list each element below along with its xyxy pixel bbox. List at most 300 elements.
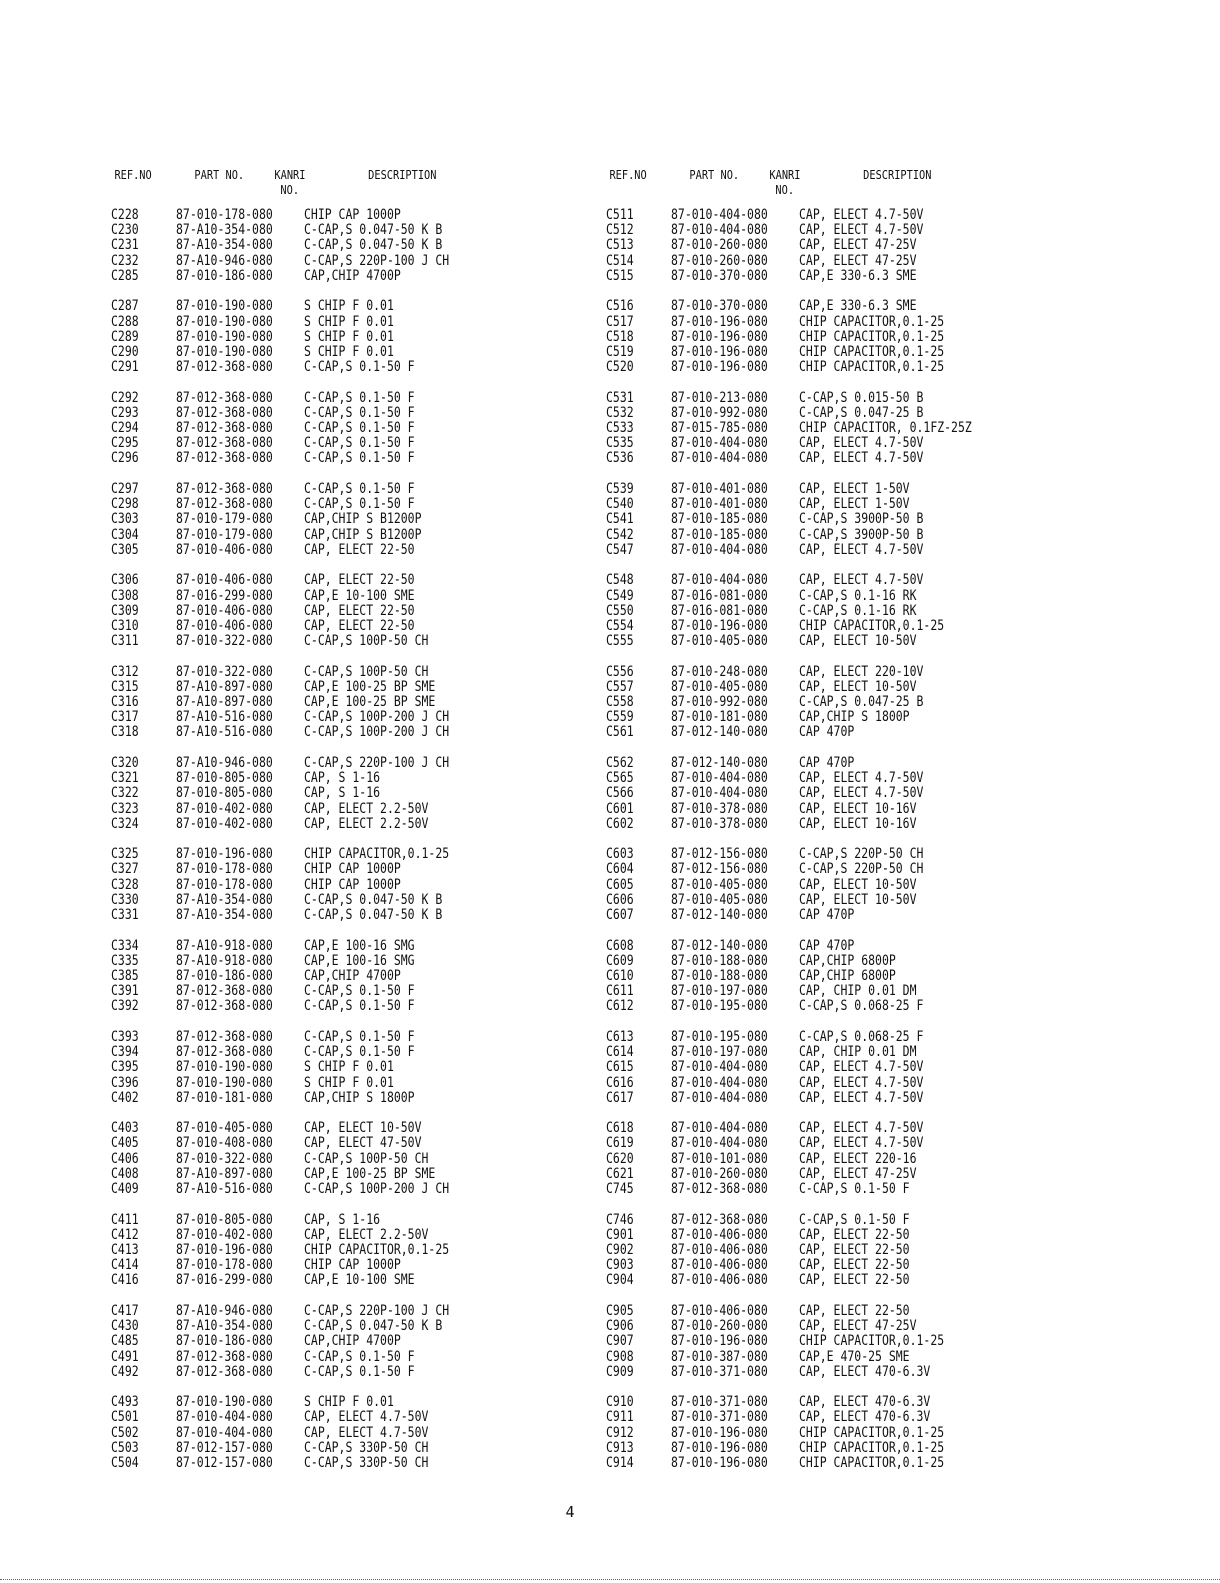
part-no-cell: 87-010-186-080 — [176, 267, 273, 284]
ref-no-cell: C393 — [111, 1028, 139, 1045]
description-cell: CAP, ELECT 47-25V — [799, 252, 917, 269]
table-row — [606, 1152, 1076, 1167]
description-cell: CAP, ELECT 1-50V — [799, 480, 910, 497]
part-no-cell: 87-010-404-080 — [671, 222, 768, 239]
ref-no-cell: C294 — [111, 420, 139, 437]
description-cell: C-CAP,S 3900P-50 B — [799, 526, 924, 543]
table-row — [606, 939, 1076, 954]
part-no-cell: 87-010-260-080 — [671, 1318, 768, 1335]
description-cell: C-CAP,S 100P-50 CH — [304, 633, 429, 650]
table-row — [606, 786, 1076, 801]
ref-no-cell: C414 — [111, 1257, 139, 1274]
row-group — [606, 665, 1076, 741]
ref-no-cell: C621 — [606, 1165, 634, 1182]
ref-no-cell: C562 — [606, 754, 634, 771]
part-no-cell: 87-010-404-080 — [671, 770, 768, 787]
ref-no-cell: C501 — [111, 1409, 139, 1426]
description-cell: C-CAP,S 0.1-50 F — [304, 435, 415, 452]
description-cell: CHIP CAPACITOR,0.1-25 — [304, 846, 450, 863]
kanri-header: KANRI — [274, 168, 306, 182]
description-cell: C-CAP,S 0.1-50 F — [799, 1181, 910, 1198]
ref-no-cell: C317 — [111, 709, 139, 726]
part-no-cell: 87-010-190-080 — [176, 1394, 273, 1411]
table-row — [606, 299, 1076, 314]
table-row — [111, 1258, 581, 1273]
table-row — [111, 543, 581, 558]
description-cell: CAP, ELECT 47-25V — [799, 1318, 917, 1335]
description-cell: C-CAP,S 0.047-50 K B — [304, 1318, 443, 1335]
description-cell: C-CAP,S 0.1-16 RK — [799, 587, 917, 604]
table-row — [111, 1167, 581, 1182]
ref-no-cell: C331 — [111, 907, 139, 924]
ref-no-cell: C745 — [606, 1181, 634, 1198]
part-no-cell: 87-010-101-080 — [671, 1150, 768, 1167]
ref-no-cell: C231 — [111, 237, 139, 254]
part-no-cell: 87-010-404-080 — [671, 572, 768, 589]
table-row — [111, 862, 581, 877]
part-no-cell: 87-010-404-080 — [176, 1409, 273, 1426]
ref-no-cell: C230 — [111, 222, 139, 239]
part-no-cell: 87-012-140-080 — [671, 907, 768, 924]
description-cell: CAP,E 10-100 SME — [304, 587, 415, 604]
kanri-no-header: NO. — [280, 183, 300, 197]
row-group — [606, 573, 1076, 649]
part-no-cell: 87-010-196-080 — [671, 1333, 768, 1350]
kanri-no-header: NO. — [775, 183, 795, 197]
table-row — [111, 1426, 581, 1441]
description-cell: C-CAP,S 0.1-50 F — [304, 359, 415, 376]
part-no-cell: 87-012-368-080 — [176, 496, 273, 513]
description-cell: S CHIP F 0.01 — [304, 1074, 394, 1091]
table-row — [606, 619, 1076, 634]
row-group — [606, 299, 1076, 375]
table-row — [606, 1228, 1076, 1243]
description-cell: CAP, ELECT 4.7-50V — [304, 1409, 429, 1426]
part-no-header: PART NO. — [689, 168, 740, 182]
part-no-cell: 87-010-185-080 — [671, 511, 768, 528]
part-no-cell: 87-010-186-080 — [176, 968, 273, 984]
description-cell: CAP, ELECT 4.7-50V — [799, 572, 924, 589]
ref-no-cell: C310 — [111, 617, 139, 634]
description-cell: C-CAP,S 0.1-50 F — [304, 998, 415, 1015]
part-no-cell: 87-016-299-080 — [176, 1272, 273, 1289]
table-row — [606, 1441, 1076, 1456]
table-row — [606, 1426, 1076, 1441]
part-no-cell: 87-012-368-080 — [176, 1028, 273, 1045]
table-row — [606, 817, 1076, 832]
table-row — [111, 1410, 581, 1425]
part-no-cell: 87-010-178-080 — [176, 1257, 273, 1274]
table-row — [606, 421, 1076, 436]
part-no-cell: 87-012-368-080 — [176, 983, 273, 1000]
description-cell: CAP,E 330-6.3 SME — [799, 267, 917, 284]
table-row — [606, 1319, 1076, 1334]
ref-no-cell: C290 — [111, 343, 139, 360]
ref-no-cell: C502 — [111, 1424, 139, 1441]
part-no-cell: 87-010-401-080 — [671, 480, 768, 497]
description-cell: C-CAP,S 100P-200 J CH — [304, 724, 450, 741]
description-cell: CAP,E 100-16 SMG — [304, 937, 415, 954]
description-cell: S CHIP F 0.01 — [304, 343, 394, 360]
description-cell: CAP 470P — [799, 754, 855, 771]
ref-no-cell: C318 — [111, 724, 139, 741]
table-row — [111, 1273, 581, 1288]
description-cell: CAP, ELECT 47-25V — [799, 1165, 917, 1182]
description-cell: CHIP CAPACITOR,0.1-25 — [799, 1333, 945, 1350]
ref-no-cell: C316 — [111, 694, 139, 711]
part-no-cell: 87-010-402-080 — [176, 815, 273, 832]
description-cell: CHIP CAPACITOR,0.1-25 — [799, 1439, 945, 1456]
ref-no-cell: C746 — [606, 1211, 634, 1228]
part-no-cell: 87-A10-918-080 — [176, 937, 273, 954]
table-row — [606, 315, 1076, 330]
ref-no-cell: C430 — [111, 1318, 139, 1335]
ref-no-cell: C511 — [606, 207, 634, 223]
description-cell: CAP, ELECT 220-10V — [799, 663, 924, 680]
description-cell: S CHIP F 0.01 — [304, 313, 394, 330]
description-cell: CHIP CAP 1000P — [304, 207, 401, 223]
ref-no-cell: C228 — [111, 207, 139, 223]
table-row — [606, 1334, 1076, 1349]
part-no-cell: 87-015-785-080 — [671, 420, 768, 437]
ref-no-cell: C903 — [606, 1257, 634, 1274]
ref-no-cell: C413 — [111, 1241, 139, 1258]
ref-no-cell: C613 — [606, 1028, 634, 1045]
description-cell: CAP, ELECT 10-16V — [799, 815, 917, 832]
ref-no-cell: C516 — [606, 298, 634, 315]
ref-no-cell: C614 — [606, 1044, 634, 1061]
table-row — [606, 1030, 1076, 1045]
ref-no-cell: C603 — [606, 846, 634, 863]
part-no-cell: 87-010-186-080 — [176, 1333, 273, 1350]
description-cell: S CHIP F 0.01 — [304, 1394, 394, 1411]
part-no-cell: 87-010-371-080 — [671, 1394, 768, 1411]
table-row — [606, 360, 1076, 375]
table-row — [606, 482, 1076, 497]
table-row — [111, 786, 581, 801]
part-no-cell: 87-010-406-080 — [671, 1302, 768, 1319]
part-no-cell: 87-010-405-080 — [671, 876, 768, 893]
part-no-cell: 87-010-179-080 — [176, 511, 273, 528]
description-cell: CAP, ELECT 22-50 — [304, 541, 415, 558]
part-no-cell: 87-010-405-080 — [671, 633, 768, 650]
part-no-cell: 87-A10-516-080 — [176, 1181, 273, 1198]
ref-no-cell: C535 — [606, 435, 634, 452]
part-no-cell: 87-010-190-080 — [176, 328, 273, 345]
ref-no-cell: C311 — [111, 633, 139, 650]
table-row — [606, 1136, 1076, 1151]
description-header: DESCRIPTION — [863, 168, 932, 182]
ref-no-cell: C335 — [111, 952, 139, 969]
table-row — [606, 1304, 1076, 1319]
ref-no-cell: C291 — [111, 359, 139, 376]
table-row — [606, 406, 1076, 421]
table-row — [111, 634, 581, 649]
part-no-cell: 87-010-178-080 — [176, 207, 273, 223]
table-row — [111, 345, 581, 360]
part-no-cell: 87-010-196-080 — [176, 846, 273, 863]
ref-no-cell: C561 — [606, 724, 634, 741]
part-no-cell: 87-A10-946-080 — [176, 252, 273, 269]
ref-no-cell: C512 — [606, 222, 634, 239]
table-row — [111, 451, 581, 466]
table-row — [111, 695, 581, 710]
table-row — [606, 1350, 1076, 1365]
part-no-cell: 87-010-406-080 — [671, 1226, 768, 1243]
description-cell: CAP, ELECT 10-50V — [799, 891, 917, 908]
description-cell: CAP, S 1-16 — [304, 785, 381, 802]
part-no-cell: 87-010-181-080 — [671, 709, 768, 726]
description-cell: C-CAP,S 0.068-25 F — [799, 1028, 924, 1045]
part-no-cell: 87-010-371-080 — [671, 1363, 768, 1380]
table-row — [111, 802, 581, 817]
ref-no-cell: C320 — [111, 754, 139, 771]
description-cell: C-CAP,S 220P-50 CH — [799, 861, 924, 878]
ref-no-cell: C403 — [111, 1120, 139, 1137]
ref-no-cell: C558 — [606, 694, 634, 711]
table-row — [111, 908, 581, 923]
description-cell: CAP, ELECT 22-50 — [799, 1302, 910, 1319]
part-no-cell: 87-A10-897-080 — [176, 678, 273, 695]
part-no-cell: 87-010-404-080 — [671, 1135, 768, 1152]
table-row — [606, 862, 1076, 877]
part-no-cell: 87-012-368-080 — [671, 1211, 768, 1228]
description-cell: CAP, ELECT 4.7-50V — [799, 541, 924, 558]
ref-no-cell: C504 — [111, 1455, 139, 1472]
part-no-cell: 87-012-156-080 — [671, 846, 768, 863]
table-row — [111, 406, 581, 421]
part-no-cell: 87-010-185-080 — [671, 526, 768, 543]
description-cell: CAP, ELECT 4.7-50V — [799, 450, 924, 467]
description-cell: CAP,E 10-100 SME — [304, 1272, 415, 1289]
table-row — [111, 1182, 581, 1197]
part-no-cell: 87-010-195-080 — [671, 998, 768, 1015]
part-no-cell: 87-012-368-080 — [176, 1363, 273, 1380]
description-cell: CAP, ELECT 4.7-50V — [799, 785, 924, 802]
description-cell: CAP,E 330-6.3 SME — [799, 298, 917, 315]
ref-no-cell: C557 — [606, 678, 634, 695]
ref-no-cell: C550 — [606, 602, 634, 619]
ref-no-cell: C617 — [606, 1089, 634, 1106]
row-group — [111, 847, 581, 923]
ref-no-cell: C566 — [606, 785, 634, 802]
table-row — [606, 573, 1076, 588]
row-group — [606, 1395, 1076, 1471]
ref-no-cell: C618 — [606, 1120, 634, 1137]
table-row — [606, 391, 1076, 406]
table-row — [606, 969, 1076, 984]
part-no-cell: 87-012-368-080 — [176, 450, 273, 467]
part-no-cell: 87-016-299-080 — [176, 587, 273, 604]
table-row — [111, 512, 581, 527]
description-cell: C-CAP,S 0.1-50 F — [304, 1363, 415, 1380]
description-cell: C-CAP,S 100P-200 J CH — [304, 709, 450, 726]
description-cell: C-CAP,S 0.1-50 F — [304, 404, 415, 421]
description-cell: CAP,CHIP S B1200P — [304, 511, 422, 528]
ref-no-cell: C305 — [111, 541, 139, 558]
description-cell: CAP,CHIP 6800P — [799, 968, 896, 984]
table-row — [111, 573, 581, 588]
description-cell: S CHIP F 0.01 — [304, 298, 394, 315]
table-row — [111, 1350, 581, 1365]
row-group — [606, 1121, 1076, 1197]
part-no-cell: 87-A10-918-080 — [176, 952, 273, 969]
description-cell: CAP,CHIP 4700P — [304, 968, 401, 984]
ref-no-cell: C609 — [606, 952, 634, 969]
table-row — [111, 299, 581, 314]
description-cell: CAP,E 470-25 SME — [799, 1348, 910, 1365]
table-row — [606, 680, 1076, 695]
ref-no-cell: C604 — [606, 861, 634, 878]
table-row — [606, 1456, 1076, 1471]
table-row — [111, 665, 581, 680]
part-no-cell: 87-010-404-080 — [671, 435, 768, 452]
ref-no-cell: C334 — [111, 937, 139, 954]
row-group — [111, 756, 581, 832]
table-row — [111, 1441, 581, 1456]
table-row — [111, 1304, 581, 1319]
ref-no-cell: C406 — [111, 1150, 139, 1167]
ref-no-cell: C325 — [111, 846, 139, 863]
description-cell: C-CAP,S 0.1-16 RK — [799, 602, 917, 619]
part-no-cell: 87-010-213-080 — [671, 389, 768, 406]
table-row — [111, 1243, 581, 1258]
ref-no-cell: C394 — [111, 1044, 139, 1061]
ref-no-cell: C395 — [111, 1059, 139, 1076]
part-no-cell: 87-010-408-080 — [176, 1135, 273, 1152]
ref-no-cell: C409 — [111, 1181, 139, 1198]
description-cell: CAP, ELECT 10-50V — [799, 678, 917, 695]
description-cell: CAP,CHIP S 1800P — [799, 709, 910, 726]
table-row — [606, 999, 1076, 1014]
table-row — [606, 756, 1076, 771]
ref-no-cell: C232 — [111, 252, 139, 269]
part-no-cell: 87-010-260-080 — [671, 237, 768, 254]
part-no-cell: 87-A10-354-080 — [176, 1318, 273, 1335]
kanri-header: KANRI — [769, 168, 801, 182]
description-cell: CAP, ELECT 470-6.3V — [799, 1394, 931, 1411]
ref-no-cell: C312 — [111, 663, 139, 680]
part-no-cell: 87-010-404-080 — [671, 785, 768, 802]
table-row — [606, 954, 1076, 969]
table-row — [606, 451, 1076, 466]
part-no-cell: 87-010-404-080 — [671, 1059, 768, 1076]
ref-no-cell: C607 — [606, 907, 634, 924]
ref-no-cell: C542 — [606, 526, 634, 543]
part-no-cell: 87-010-195-080 — [671, 1028, 768, 1045]
table-row — [606, 1060, 1076, 1075]
part-no-cell: 87-012-368-080 — [671, 1181, 768, 1198]
part-no-cell: 87-010-179-080 — [176, 526, 273, 543]
description-cell: C-CAP,S 330P-50 CH — [304, 1455, 429, 1472]
part-no-cell: 87-010-178-080 — [176, 876, 273, 893]
table-row — [111, 1334, 581, 1349]
table-row — [111, 360, 581, 375]
table-row — [111, 238, 581, 253]
table-row — [111, 847, 581, 862]
column-header — [606, 168, 1070, 208]
table-row — [111, 1152, 581, 1167]
part-no-cell: 87-010-406-080 — [671, 1241, 768, 1258]
table-row — [111, 604, 581, 619]
ref-no-cell: C297 — [111, 480, 139, 497]
table-row — [606, 497, 1076, 512]
part-no-cell: 87-010-406-080 — [176, 541, 273, 558]
table-row — [606, 1091, 1076, 1106]
table-row — [606, 771, 1076, 786]
description-cell: CAP, ELECT 22-50 — [304, 602, 415, 619]
bottom-dotted-divider — [0, 1579, 1220, 1580]
description-cell: CAP, S 1-16 — [304, 1211, 381, 1228]
description-cell: CAP,CHIP S 1800P — [304, 1089, 415, 1106]
description-cell: C-CAP,S 0.1-50 F — [304, 420, 415, 437]
description-cell: CAP,E 100-25 BP SME — [304, 1165, 436, 1182]
ref-no-header: REF.NO — [114, 168, 152, 182]
part-no-cell: 87-010-196-080 — [671, 1439, 768, 1456]
part-no-cell: 87-A10-897-080 — [176, 694, 273, 711]
part-no-cell: 87-010-190-080 — [176, 1059, 273, 1076]
part-no-cell: 87-012-368-080 — [176, 359, 273, 376]
part-no-cell: 87-010-378-080 — [671, 815, 768, 832]
description-cell: CAP, ELECT 22-50 — [799, 1257, 910, 1274]
ref-no-cell: C385 — [111, 968, 139, 984]
ref-no-cell: C619 — [606, 1135, 634, 1152]
description-cell: CAP, ELECT 22-50 — [799, 1226, 910, 1243]
table-row — [606, 1045, 1076, 1060]
table-row — [606, 604, 1076, 619]
ref-no-cell: C602 — [606, 815, 634, 832]
part-no-cell: 87-010-992-080 — [671, 404, 768, 421]
table-row — [606, 208, 1076, 223]
ref-no-cell: C914 — [606, 1455, 634, 1472]
description-cell: CAP, ELECT 220-16 — [799, 1150, 917, 1167]
ref-no-cell: C911 — [606, 1409, 634, 1426]
table-row — [111, 315, 581, 330]
row-group — [111, 1213, 581, 1289]
part-no-cell: 87-010-197-080 — [671, 1044, 768, 1061]
ref-no-cell: C519 — [606, 343, 634, 360]
table-row — [111, 1060, 581, 1075]
table-row — [111, 589, 581, 604]
part-no-cell: 87-012-157-080 — [176, 1439, 273, 1456]
table-row — [606, 543, 1076, 558]
table-row — [606, 1167, 1076, 1182]
ref-no-cell: C491 — [111, 1348, 139, 1365]
description-cell: C-CAP,S 0.1-50 F — [304, 389, 415, 406]
description-cell: CAP 470P — [799, 724, 855, 741]
description-cell: CHIP CAPACITOR,0.1-25 — [304, 1241, 450, 1258]
table-row — [111, 954, 581, 969]
description-cell: C-CAP,S 0.047-50 K B — [304, 222, 443, 239]
description-cell: CHIP CAPACITOR,0.1-25 — [799, 1424, 945, 1441]
row-group — [111, 1030, 581, 1106]
ref-no-cell: C513 — [606, 237, 634, 254]
ref-no-cell: C324 — [111, 815, 139, 832]
ref-no-cell: C295 — [111, 435, 139, 452]
table-row — [111, 710, 581, 725]
part-no-cell: 87-010-190-080 — [176, 1074, 273, 1091]
description-cell: CAP, ELECT 2.2-50V — [304, 815, 429, 832]
part-no-cell: 87-A10-516-080 — [176, 709, 273, 726]
description-cell: C-CAP,S 100P-50 CH — [304, 1150, 429, 1167]
table-row — [606, 634, 1076, 649]
description-cell: CAP,CHIP 6800P — [799, 952, 896, 969]
part-no-cell: 87-010-406-080 — [671, 1272, 768, 1289]
part-no-cell: 87-012-368-080 — [176, 420, 273, 437]
table-row — [111, 1030, 581, 1045]
description-cell: CAP,CHIP S B1200P — [304, 526, 422, 543]
table-row — [111, 1045, 581, 1060]
